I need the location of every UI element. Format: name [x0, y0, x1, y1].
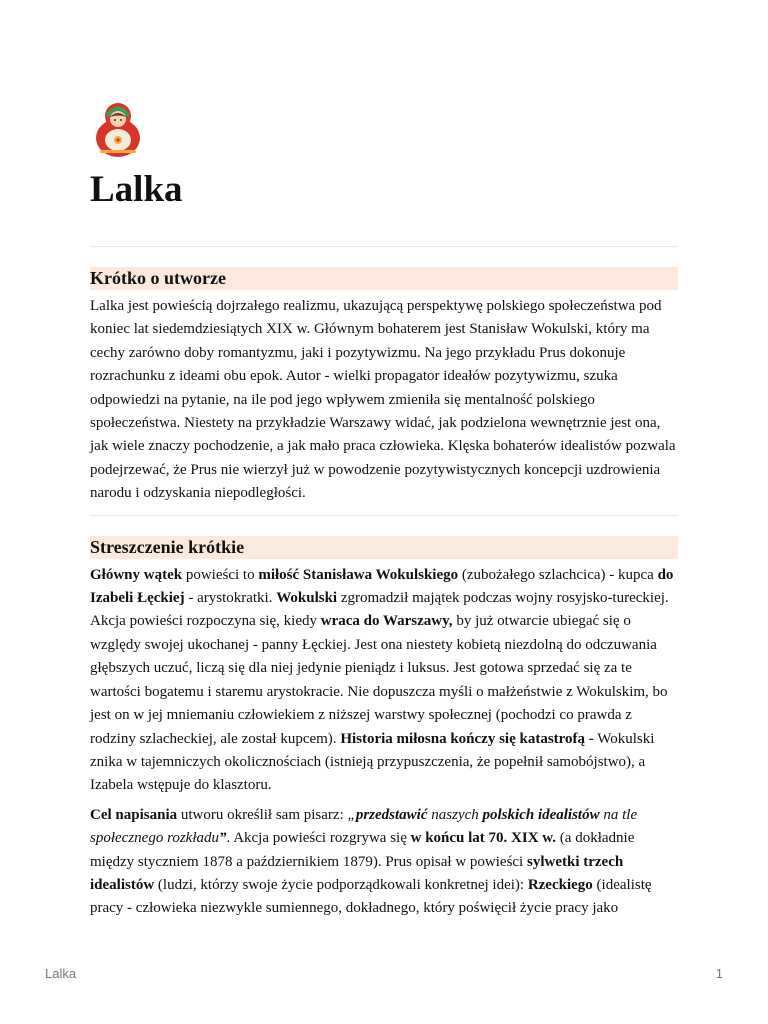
paragraph — [90, 804, 678, 921]
footer-page-number: 1 — [715, 966, 723, 981]
bold-text: Historia miłosna kończy się katastrofą - — [340, 730, 594, 747]
bold-text: Rzeckiego — [527, 876, 593, 893]
italic-text: „ — [347, 806, 356, 823]
text-run: Wokulski znika w tajemniczych okolicznościach (istnieją przypuszczenia, że popełnił samobójstwo), a Izabela wstępuje do klasztoru. — [90, 730, 655, 794]
italic-text: naszych — [427, 806, 483, 823]
text-run: (a dokładnie między styczniem 1878 a październikiem 1879). Prus opisał w powieści — [90, 830, 635, 870]
paragraph — [90, 564, 678, 798]
section-short-summary — [90, 536, 678, 921]
bold-text: sylwetki trzech idealistów — [90, 853, 624, 893]
divider — [90, 515, 678, 516]
bold-italic-text: ” — [219, 830, 227, 847]
bold-italic-text: przedstawić — [355, 806, 428, 823]
text-run: - arystokratki. — [184, 590, 277, 607]
italic-text: na tle społecznego rozkładu — [90, 806, 638, 847]
text-run: utworu określił sam pisarz: — [177, 806, 348, 823]
text-run: (idealistę pracy - człowieka niezwykle sumiennego, dokładnego, który poświęcił życie pracy jako — [90, 876, 652, 917]
document-page — [90, 96, 678, 921]
text-run: . Akcja powieści rozgrywa się — [226, 830, 411, 847]
section-short-description — [90, 267, 678, 506]
section-heading: Krótko o utworze — [90, 267, 678, 290]
divider — [90, 246, 678, 247]
bold-text: Wokulski — [276, 590, 338, 607]
paragraph: Lalka jest powieścią dojrzałego realizmu, ukazującą perspektywę polskiego społeczeństwa pod koniec lat siedemdziesiątych XIX w. Głównym bohaterem jest Stanisław Wokulski, który ma cechy zarówno doby romantyzmu, jaki i pozytywizmu. Na jego przykładu Prus dokonuje rozrachunku z ideami obu epok. Autor - wielki propagator ideałów pozytywizmu, szuka odpowiedzi na pytanie, na ile pod jego wpływem zmieniła się mentalność polskiego społeczeństwa. Niestety na przykładzie Warszawy widać, jak podzielona wewnętrznie jest ona, jak wiele znaczy pochodzenie, a jak mało praca człowieka. Klęska bohaterów idealistów pozwala podejrzewać, że Prus nie wierzył już w powodzenie pozytywistycznych koncepcji uzdrowienia narodu i odzyskania niepodległości. — [90, 298, 676, 502]
text-run: powieści to — [182, 566, 259, 583]
bold-text: wraca do Warszawy, — [320, 613, 453, 630]
bold-text: w końcu lat 70. XIX w. — [410, 830, 557, 847]
bold-text: Główny wątek — [90, 566, 183, 583]
bold-text: do Izabeli Łęckiej — [90, 566, 674, 607]
bold-text: miłość Stanisława Wokulskiego — [258, 566, 459, 583]
bold-text: Cel napisania — [90, 806, 178, 823]
footer-document-title: Lalka — [45, 966, 77, 981]
section-heading: Streszczenie krótkie — [90, 536, 678, 559]
text-run: by już otwarcie ubiegać się o względy swojej ukochanej - panny Łęckiej. Jest ona niestety kobietą niezdolną do odczuwania głębszych uczuć, liczą się dla niej jedynie pieniądz i luksus. Jest gotowa sprzedać się za te wartości bogatemu i staremu arystokracie. Nie dopuszcza myśli o małżeństwie z Wokulskim, bo jest on w jej mniemaniu człowiekiem z niższej warstwy społecznej (pochodzi co prawda z rodziny szlacheckiej, ale został kupcem). — [90, 613, 668, 747]
text-run: (ludzi, którzy swoje życie podporządkowali konkretnej idei): — [154, 876, 528, 893]
matryoshka-doll-icon — [90, 96, 146, 160]
bold-italic-text: polskich idealistów — [482, 806, 600, 823]
text-run: zgromadził majątek podczas wojny rosyjsko-tureckiej. Akcja powieści rozpoczyna się, kiedy — [90, 590, 669, 630]
page-title: Lalka — [90, 169, 183, 210]
text-run: (zubożałego szlachcica) - kupca — [458, 566, 658, 583]
